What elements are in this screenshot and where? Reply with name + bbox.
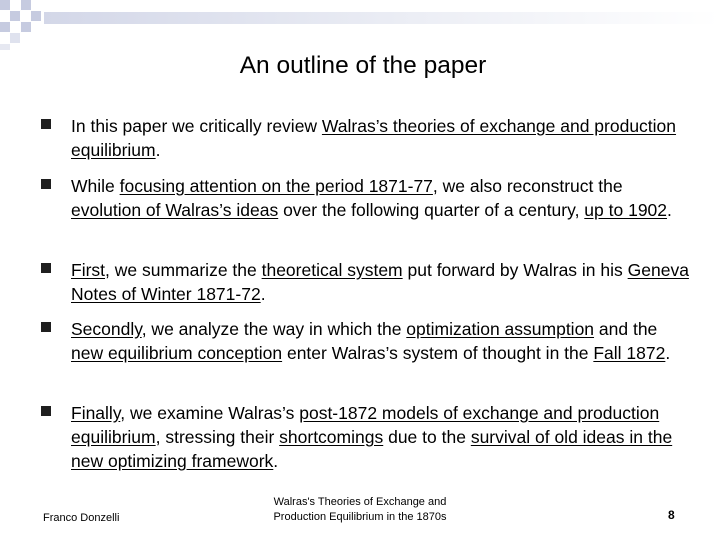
square-bullet-icon xyxy=(41,322,51,332)
text-segment: , stressing their xyxy=(155,427,280,447)
text-segment: , we analyze the way in which the xyxy=(141,319,407,339)
underlined-phrase: evolution of Walras’s ideas xyxy=(71,200,279,220)
text-segment: . xyxy=(665,343,671,363)
bullet-text xyxy=(71,401,691,473)
underlined-phrase: Walras’s theories of exchange and production equilibrium xyxy=(71,116,677,160)
underlined-phrase: theoretical system xyxy=(261,260,403,280)
text-segment: due to the xyxy=(383,427,471,447)
text-segment: . xyxy=(273,451,279,471)
text-segment: and the xyxy=(594,319,658,339)
footer-title xyxy=(255,495,465,525)
underlined-phrase: First xyxy=(71,260,106,280)
underlined-phrase: Secondly xyxy=(71,319,142,339)
square-bullet-icon xyxy=(41,406,51,416)
footer-title-line: Production Equilibrium in the 1870s xyxy=(273,511,447,523)
footer-author: Franco Donzelli xyxy=(43,512,120,524)
text-segment: While xyxy=(71,176,120,196)
square-bullet-icon xyxy=(41,263,51,273)
slide-title: An outline of the paper xyxy=(239,52,487,79)
text-segment: enter Walras’s system of thought in the xyxy=(282,343,594,363)
text-segment: , we also reconstruct the xyxy=(432,176,623,196)
text-segment: put forward by Walras in his xyxy=(402,260,628,280)
underlined-phrase: Fall 1872 xyxy=(593,343,666,363)
bullet-text xyxy=(71,317,691,365)
text-segment: , we summarize the xyxy=(105,260,262,280)
bullet-text xyxy=(71,114,691,162)
underlined-phrase: survival of old ideas in the new optimizing framework xyxy=(71,427,673,471)
text-segment: over the following quarter of a century, xyxy=(278,200,585,220)
bullet-text xyxy=(71,258,691,306)
footer-title-line: Walras's Theories of Exchange and xyxy=(273,496,447,508)
underlined-phrase: up to 1902 xyxy=(584,200,668,220)
page-number: 8 xyxy=(668,508,675,522)
text-segment: . xyxy=(260,284,266,304)
square-bullet-icon xyxy=(41,179,51,189)
underlined-phrase: Finally xyxy=(71,403,121,423)
bullet-text xyxy=(71,174,691,222)
text-segment: . xyxy=(155,140,161,160)
underlined-phrase: shortcomings xyxy=(279,427,384,447)
underlined-phrase: post-1872 models of exchange and production equilibrium xyxy=(71,403,660,447)
square-bullet-icon xyxy=(41,119,51,129)
text-segment: , we examine Walras’s xyxy=(120,403,300,423)
underlined-phrase: new equilibrium conception xyxy=(71,343,283,363)
underlined-phrase: focusing attention on the period 1871-77 xyxy=(119,176,433,196)
underlined-phrase: Geneva Notes of Winter 1871-72 xyxy=(71,260,689,304)
text-segment: . xyxy=(667,200,672,220)
text-segment: In this paper we critically review xyxy=(71,116,322,136)
underlined-phrase: optimization assumption xyxy=(406,319,595,339)
